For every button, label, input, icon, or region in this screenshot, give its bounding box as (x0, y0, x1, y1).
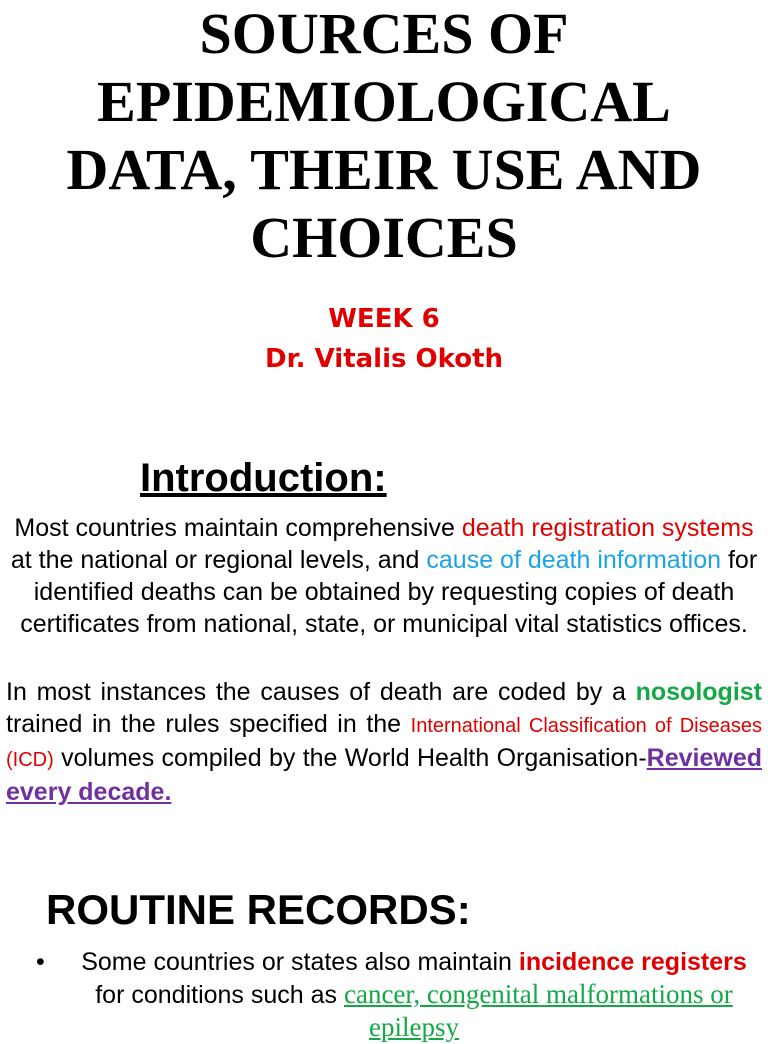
title-line-4: CHOICES (250, 205, 518, 270)
routine-records-list (36, 946, 760, 1044)
para2-text-2: trained in the rules specified in the (6, 710, 411, 738)
title-line-1: SOURCES OF (199, 1, 569, 66)
list-item (36, 946, 760, 1044)
item-text-2: for conditions such as (95, 981, 344, 1009)
introduction-paragraph-2 (6, 676, 762, 808)
para2-text-1: In most instances the causes of death are coded by a (6, 678, 636, 706)
highlight-icd: International Classification of Diseases (ICD) (6, 715, 762, 771)
introduction-paragraph-1 (4, 512, 764, 640)
highlight-nosologist: nosologist (635, 678, 762, 706)
author-name: Dr. Vitalis Okoth (264, 344, 504, 374)
bullet-icon: • (36, 948, 45, 976)
para2-text-3: volumes compiled by the World Health Organisation- (53, 744, 647, 772)
title-line-2: EPIDEMIOLOGICAL (97, 69, 671, 134)
para1-text-1: Most countries maintain comprehensive (14, 514, 462, 542)
page-title (0, 0, 768, 272)
highlight-death-registration: death registration systems (461, 514, 754, 542)
para1-text-3: for identified deaths can be obtained by requesting copies of death certificates from national, state, or municipal vital statistics offices. (20, 546, 758, 638)
title-line-3: DATA, THEIR USE AND (66, 137, 702, 202)
highlight-incidence-registers: incidence registers (518, 948, 747, 976)
highlight-cause-of-death: cause of death information (426, 546, 722, 574)
week-label: WEEK 6 (328, 304, 440, 334)
item-text-1: Some countries or states also maintain (81, 948, 519, 976)
routine-records-heading: ROUTINE RECORDS: (46, 886, 471, 933)
introduction-heading: Introduction: (140, 456, 387, 500)
conditions-link[interactable]: cancer, congenital malformations or epilepsy (343, 979, 733, 1042)
para1-text-2: at the national or regional levels, and (10, 546, 427, 574)
reviewed-every-decade-link[interactable]: Reviewed every decade. (6, 744, 762, 806)
